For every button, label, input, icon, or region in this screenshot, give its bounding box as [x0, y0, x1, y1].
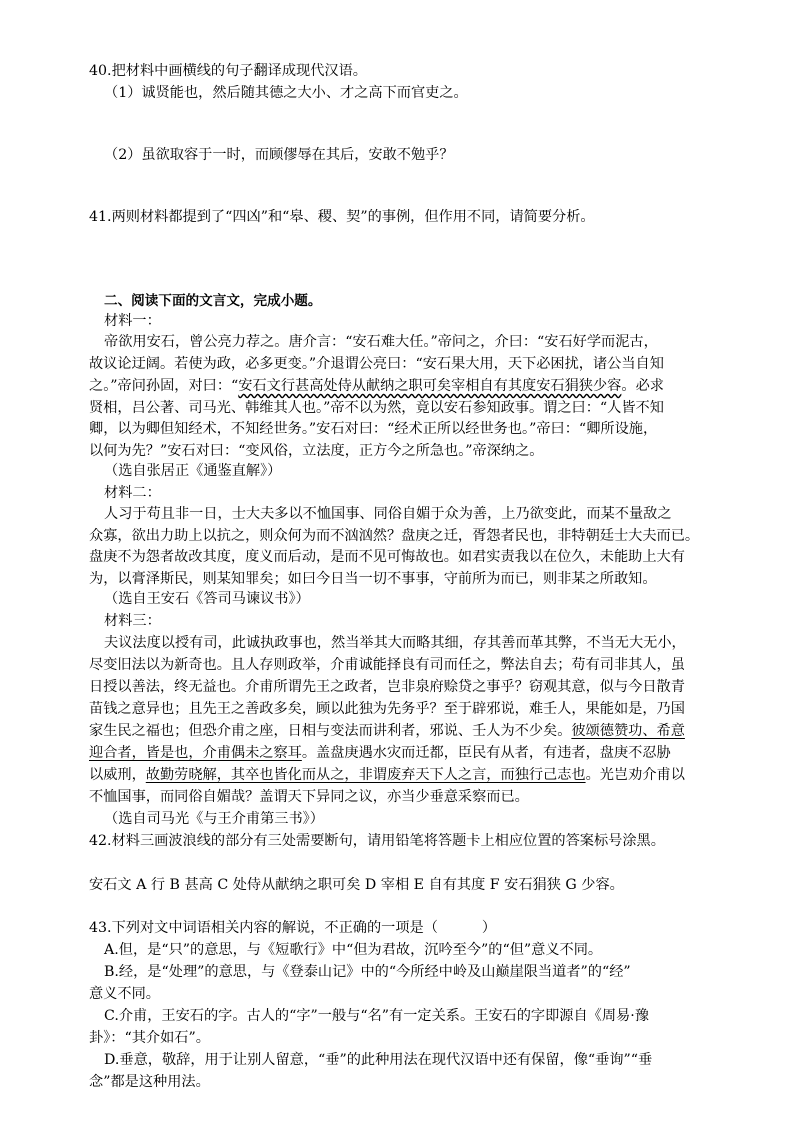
text-span: 。必求 — [621, 378, 664, 394]
q43-option-d: D.垂意，敬辞，用于让别人留意，“垂”的此种用法在现代汉语中还有保留，像“垂询”“垂 — [104, 1052, 653, 1068]
material-3-line: 夫议法度以授有司，此诚执政事也，然当举其大而略其细，存其善而革其弊，不当无大无小， — [104, 635, 686, 651]
material-1-line: 以何为先？”安石对曰：“变风俗，立法度，正方今之所急也。”帝深纳之。 — [89, 443, 544, 459]
material-2-label: 材料二： — [104, 485, 161, 501]
text-span: 43.下列对文中词语相关内容的解说，不正确的一项是（ — [89, 920, 438, 936]
q43-option-b-cont: 意义不同。 — [89, 986, 160, 1002]
material-2-line: 人习于苟且非一日，士大夫多以不恤国事、同俗自媚于众为善，上乃欲变此，而某不量敌之 — [104, 506, 672, 522]
underlined-sentence: 故勤劳晓解，其卒也皆化而从之，非谓废弃天下人之言，而独行己志也 — [145, 767, 586, 783]
material-3-line — [89, 742, 671, 764]
material-3-source: （选自司马光《与王介甫第三书》） — [104, 811, 324, 827]
q43-option-d-cont: 念”都是这种用法。 — [89, 1074, 210, 1090]
q43-prompt — [89, 917, 496, 939]
material-3-line — [89, 720, 685, 742]
text-span: ） — [481, 920, 497, 936]
material-1-line — [89, 375, 664, 397]
text-span: 。盖盘庚遇水灾而迁都，臣民有从者，有违者，盘庚不忍胁 — [301, 745, 671, 761]
q41-prompt: 41.两则材料都提到了“四凶”和“皋、稷、契”的事例，但作用不同，请简要分析。 — [89, 209, 595, 225]
material-1-source: （选自张居正《通鉴直解》） — [104, 463, 282, 479]
underlined-sentence: 迎合者，皆是也，介甫偶未之察耳 — [89, 745, 302, 761]
material-3-label: 材料三： — [104, 613, 161, 629]
wavy-underlined-sentence: 安石文行甚高处侍从献纳之职可矣宰相自有其度安石狷狭少容 — [238, 378, 622, 394]
q43-option-b: B.经，是“处理”的意思，与《登泰山记》中的“今所经中岭及山巅崖限当道者”的“经” — [104, 964, 631, 980]
material-3-line: 苗钱之意异也；且先王之善政多矣，顾以此独为先务乎？至于辟邪说，难壬人，果能如是，乃国 — [89, 701, 685, 717]
q40-prompt: 40.把材料中画横线的句子翻译成现代汉语。 — [89, 63, 367, 79]
material-1-line: 卿，以为卿但知经术，不知经世务。”安石对曰：“经术正所以经世务也。”帝曰：“卿所设施， — [89, 421, 658, 437]
q40-sentence-2: （2）虽欲取容于一时，而顾僇辱在其后，安敢不勉乎？ — [104, 147, 454, 163]
q43-option-a: A.但，是“只”的意思，与《短歌行》中“但为君故，沉吟至今”的“但”意义不同。 — [104, 942, 603, 958]
material-3-line — [89, 764, 685, 786]
material-1-label: 材料一： — [104, 313, 161, 329]
material-3-line: 尽变旧法以为新奇也。且人存则政举，介甫诚能择良有司而任之，弊法自去；苟有司非其人，虽 — [89, 657, 685, 673]
material-1-line: 贤相，吕公著、司马光、韩维其人也。”帝不以为然，竟以安石参知政事。谓之曰：“人皆不知 — [89, 400, 664, 416]
material-2-source: （选自王安石《答司马谏议书》） — [104, 591, 310, 607]
q42-options: 安石文 A 行 B 甚高 C 处侍从献纳之职可矣 D 宰相 E 自有其度 F 安石狷狭 G 少容。 — [89, 877, 624, 893]
material-3-line: 日授以善法，终无益也。介甫所谓先王之政者，岂非泉府赊贷之事乎？窃观其意，似与今日散青 — [89, 679, 685, 695]
q40-sentence-1: （1）诚贤能也，然后随其德之大小、才之高下而官吏之。 — [104, 85, 468, 101]
q42-prompt: 42.材料三画波浪线的部分有三处需要断句，请用铅笔将答题卡上相应位置的答案标号涂黑。 — [89, 833, 665, 849]
material-2-line: 众寡，欲出力助上以抗之，则众何为而不汹汹然？盘庚之迁，胥怨者民也，非特朝廷士大夫而已。 — [89, 528, 700, 544]
text-span: 家生民之福也；但恐介甫之座，日相与变法而讲利者，邪说、壬人为不少矣。 — [89, 723, 572, 739]
q43-option-c-cont: 卦》：“其介如石”。 — [89, 1030, 210, 1046]
material-2-line: 为，以膏泽斯民，则某知罪矣；如曰今日当一切不事事，守前所为而已，则非某之所敢知。 — [89, 571, 657, 587]
material-3-line: 不恤国事，而同俗自媚哉？盖谓天下异同之议，亦当少垂意采察而已。 — [89, 789, 529, 805]
q43-option-c: C.介甫，王安石的字。古人的“字”一般与“名”有一定关系。王安石的字即源自《周易·豫 — [104, 1008, 649, 1024]
material-2-line: 盘庚不为怨者故改其度，度义而后动，是而不见可悔故也。如君实责我以在位久，未能助上大有 — [89, 549, 685, 565]
material-1-line: 帝欲用安石，曾公亮力荐之。唐介言：“安石难大任。”帝问之，介曰：“安石好学而泥古， — [104, 334, 658, 350]
text-span: 以威刑， — [89, 767, 146, 783]
section-2-title: 二、阅读下面的文言文，完成小题。 — [104, 293, 322, 309]
underlined-sentence: 彼颂德赞功、希意 — [571, 723, 685, 739]
text-span: 。光岂劝介甫以 — [585, 767, 685, 783]
material-1-line: 故议论迂阔。若使为政，必多更变。”介退谓公亮曰：“安石果大用，天下必困扰，诸公当自知 — [89, 356, 664, 372]
text-span: 之。”帝问孙固，对曰：“ — [89, 378, 239, 394]
